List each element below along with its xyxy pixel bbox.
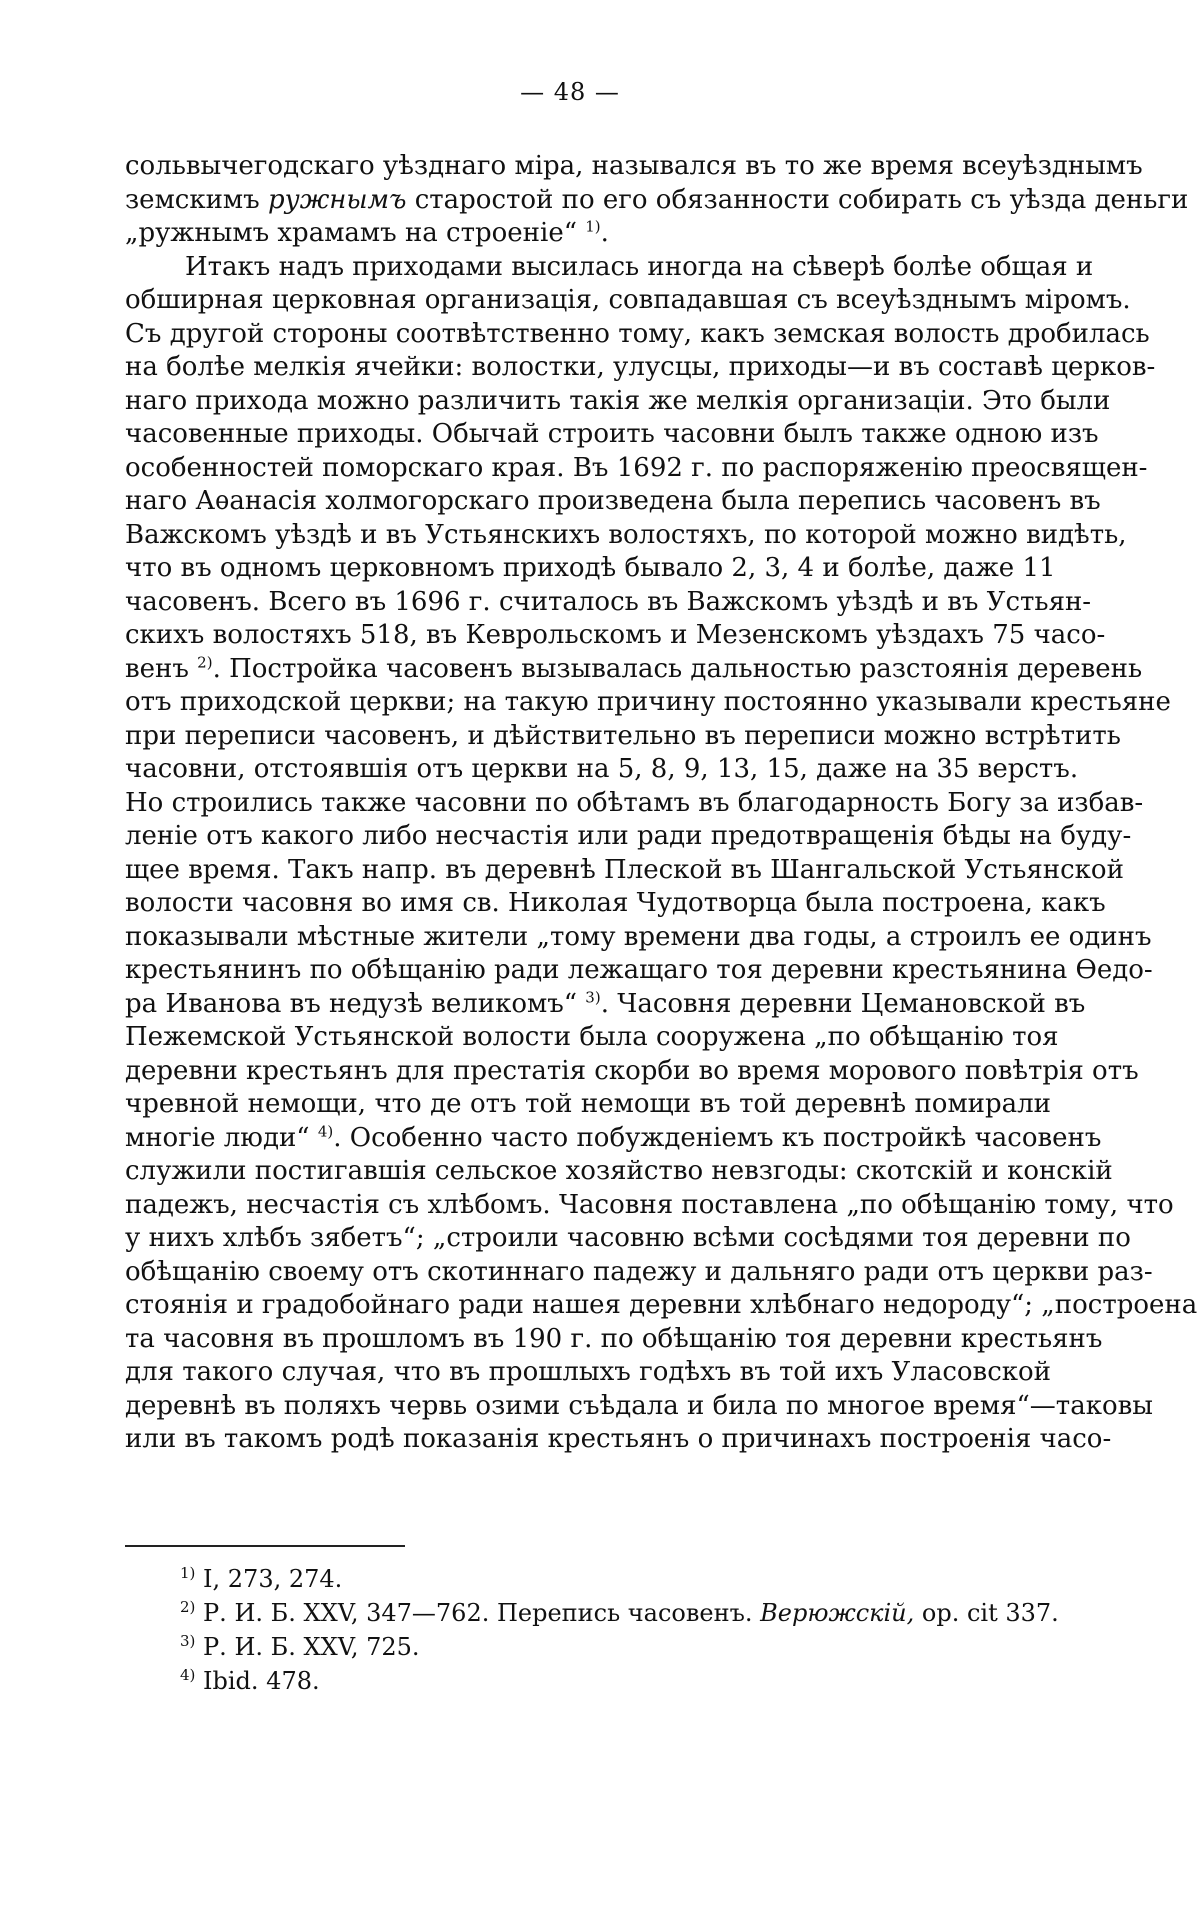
text-run: часовни, отстоявшія отъ церкви на 5, 8, 9, 13, 15, даже на 35 верстъ. [125, 754, 1079, 784]
text-run: старостой по его обязанности собирать съ уѣзда деньги [406, 184, 1189, 215]
text-line [125, 418, 1099, 452]
text-run: волости часовня во имя св. Николая Чудотворца была построена, какъ [125, 888, 1106, 918]
footnote-ref: 4) [317, 1121, 334, 1140]
text-run: для такого случая, что въ прошлыхъ годѣхъ въ той ихъ Уласовской [125, 1357, 1051, 1387]
text-run: часовенные приходы. Обычай строить часовни былъ также одною изъ [125, 419, 1099, 449]
text-run: . Часовня деревни Цемановской въ [600, 988, 1086, 1019]
text-run: леніе отъ какого либо несчастія или ради предотвращенія бѣды на буду- [125, 821, 1132, 851]
body-text [125, 150, 1197, 1457]
footnote-ref: 3) [585, 987, 601, 1006]
text-line [125, 1088, 1051, 1122]
text-line [125, 1356, 1051, 1390]
text-run: отъ приходской церкви; на такую причину постоянно указывали крестьяне [125, 687, 1171, 717]
text-line [125, 1289, 1197, 1323]
text-run: Ibid. 478. [195, 1667, 320, 1695]
text-run: на болѣе мелкія ячейки: волостки, улусцы, приходы—и въ составѣ церков- [125, 352, 1156, 382]
text-line [125, 1323, 1103, 1357]
text-line [125, 519, 1127, 553]
text-run: I, 273, 274. [195, 1565, 343, 1593]
text-run: особенностей поморскаго края. Въ 1692 г. по распоряженію преосвящен- [125, 452, 1148, 483]
text-run: стоянія и градобойнаго ради нашея деревни хлѣбнаго недороду“; „построена [125, 1290, 1197, 1320]
italic-text: ружнымъ [267, 184, 407, 215]
text-line [125, 184, 1189, 218]
text-line [125, 586, 1092, 620]
text-run: „ружнымъ храмамъ на строеніе“ [125, 218, 586, 248]
text-line [125, 1021, 1059, 1055]
text-run: Но строились также часовни по обѣтамъ въ благодарность Богу за избав- [125, 787, 1144, 818]
text-line [125, 820, 1132, 854]
text-run: крестьянинъ по обѣщанію ради лежащаго тоя деревни крестьянина Ѳедо- [125, 955, 1153, 985]
text-line [125, 787, 1144, 821]
text-run: Важскомъ уѣздѣ и въ Устьянскихъ волостяхъ, по которой можно видѣть, [125, 519, 1127, 550]
text-line [125, 720, 1121, 754]
text-run: служили постигавшія сельское хозяйство невзгоды: скотскій и конскій [125, 1156, 1113, 1186]
footnote [180, 1664, 1060, 1698]
text-run: Итакъ надъ приходами высилась иногда на сѣверѣ болѣе общая и [185, 251, 1094, 282]
footnote-mark: 3) [180, 1632, 196, 1650]
footnote [180, 1596, 1060, 1630]
text-line [125, 485, 1101, 519]
text-run: та часовня въ прошломъ въ 190 г. по обѣщанію тоя деревни крестьянъ [125, 1323, 1103, 1354]
text-line [125, 1390, 1153, 1424]
text-run: обширная церковная организація, совпадавшая съ всеуѣзднымъ міромъ. [125, 285, 1131, 315]
text-line [125, 987, 1086, 1022]
footnote-mark: 1) [180, 1564, 196, 1582]
footnote-ref: 1) [585, 217, 601, 236]
text-run: op. cit 337. [914, 1599, 1059, 1627]
text-run: чревной немощи, что де отъ той немощи въ той деревнѣ помирали [125, 1089, 1051, 1119]
text-run: многіе люди“ [125, 1122, 318, 1153]
text-run: венъ [125, 653, 198, 684]
text-run: деревнѣ въ поляхъ червь озими съѣдала и била по многое время“—таковы [125, 1390, 1153, 1421]
text-run: Съ другой стороны соотвѣтственно тому, какъ земская волость дробилась [125, 318, 1150, 349]
footnote-ref: 2) [197, 652, 213, 671]
text-line [125, 1055, 1139, 1089]
text-line [125, 150, 1143, 184]
text-run: часовенъ. Всего въ 1696 г. считалось въ Важскомъ уѣздѣ и въ Устьян- [125, 586, 1092, 617]
text-run: земскимъ [125, 184, 268, 215]
footnote-divider [125, 1545, 405, 1547]
text-run: сольвычегодскаго уѣзднаго міра, назывался въ то же время всеуѣзднымъ [125, 151, 1143, 181]
text-run: у нихъ хлѣбъ зябетъ“; „строили часовню всѣми сосѣдями тоя деревни по [125, 1223, 1131, 1253]
text-line [125, 251, 1094, 285]
text-run: деревни крестьянъ для престатія скорби во время морового повѣтрія отъ [125, 1055, 1139, 1086]
text-run: Р. И. Б. XXV, 725. [195, 1633, 420, 1661]
text-run: . Особенно часто побужденіемъ къ постройкѣ часовенъ [333, 1122, 1102, 1153]
text-run: показывали мѣстные жители „тому времени два годы, а строилъ ее одинъ [125, 921, 1152, 952]
footnotes [180, 1562, 1060, 1698]
text-run: что въ одномъ церковномъ приходѣ бывало 2, 3, 4 и болѣе, даже 11 [125, 553, 1056, 583]
text-run: обѣщанію своему отъ скотиннаго падежу и дальняго ради отъ церкви раз- [125, 1256, 1153, 1287]
italic-text: Верюжскій, [760, 1599, 915, 1627]
text-line [125, 1155, 1113, 1189]
text-run: наго прихода можно различить такія же мелкія организаціи. Это были [125, 385, 1111, 416]
text-line [125, 284, 1131, 318]
text-run: скихъ волостяхъ 518, въ Кеврольскомъ и Мезенскомъ уѣздахъ 75 часо- [125, 620, 1106, 650]
text-line [125, 686, 1171, 720]
text-run: ра Иванова въ недузѣ великомъ“ [125, 988, 586, 1019]
text-line [125, 318, 1150, 352]
text-line [125, 1121, 1102, 1156]
text-line [125, 619, 1106, 653]
text-line [125, 552, 1056, 586]
text-run: при переписи часовенъ, и дѣйствительно въ переписи можно встрѣтить [125, 720, 1121, 751]
text-line [125, 385, 1111, 419]
footnote [180, 1562, 1060, 1596]
text-line [125, 921, 1152, 955]
text-line [125, 217, 1051, 251]
page-number: — 48 — [520, 78, 620, 106]
text-run: падежъ, несчастія съ хлѣбомъ. Часовня поставлена „по обѣщанію тому, что [125, 1189, 1174, 1220]
text-run: . [600, 218, 609, 248]
text-line [125, 753, 1079, 787]
text-run: Р. И. Б. XXV, 347—762. Перепись часовенъ. [195, 1599, 761, 1627]
text-line [125, 652, 1143, 687]
text-line [125, 954, 1153, 988]
footnote [180, 1630, 1060, 1664]
text-line [125, 1423, 1112, 1457]
text-line [125, 1189, 1174, 1223]
text-line [125, 1222, 1131, 1256]
text-run: Пежемской Устьянской волости была сооружена „по обѣщанію тоя [125, 1022, 1059, 1052]
text-line [125, 887, 1106, 921]
footnote-mark: 4) [180, 1666, 196, 1684]
text-run: щее время. Такъ напр. въ деревнѣ Плеской въ Шангальской Устьянской [125, 854, 1124, 885]
text-line [125, 1256, 1153, 1290]
text-line [125, 854, 1124, 888]
text-line [125, 452, 1148, 486]
text-line [125, 351, 1156, 385]
text-run: наго Аѳанасія холмогорскаго произведена была перепись часовенъ въ [125, 486, 1101, 516]
text-run: или въ такомъ родѣ показанія крестьянъ о причинахъ построенія часо- [125, 1424, 1112, 1454]
text-run: . Постройка часовенъ вызывалась дальностью разстоянія деревень [212, 653, 1143, 684]
footnote-mark: 2) [180, 1598, 196, 1616]
